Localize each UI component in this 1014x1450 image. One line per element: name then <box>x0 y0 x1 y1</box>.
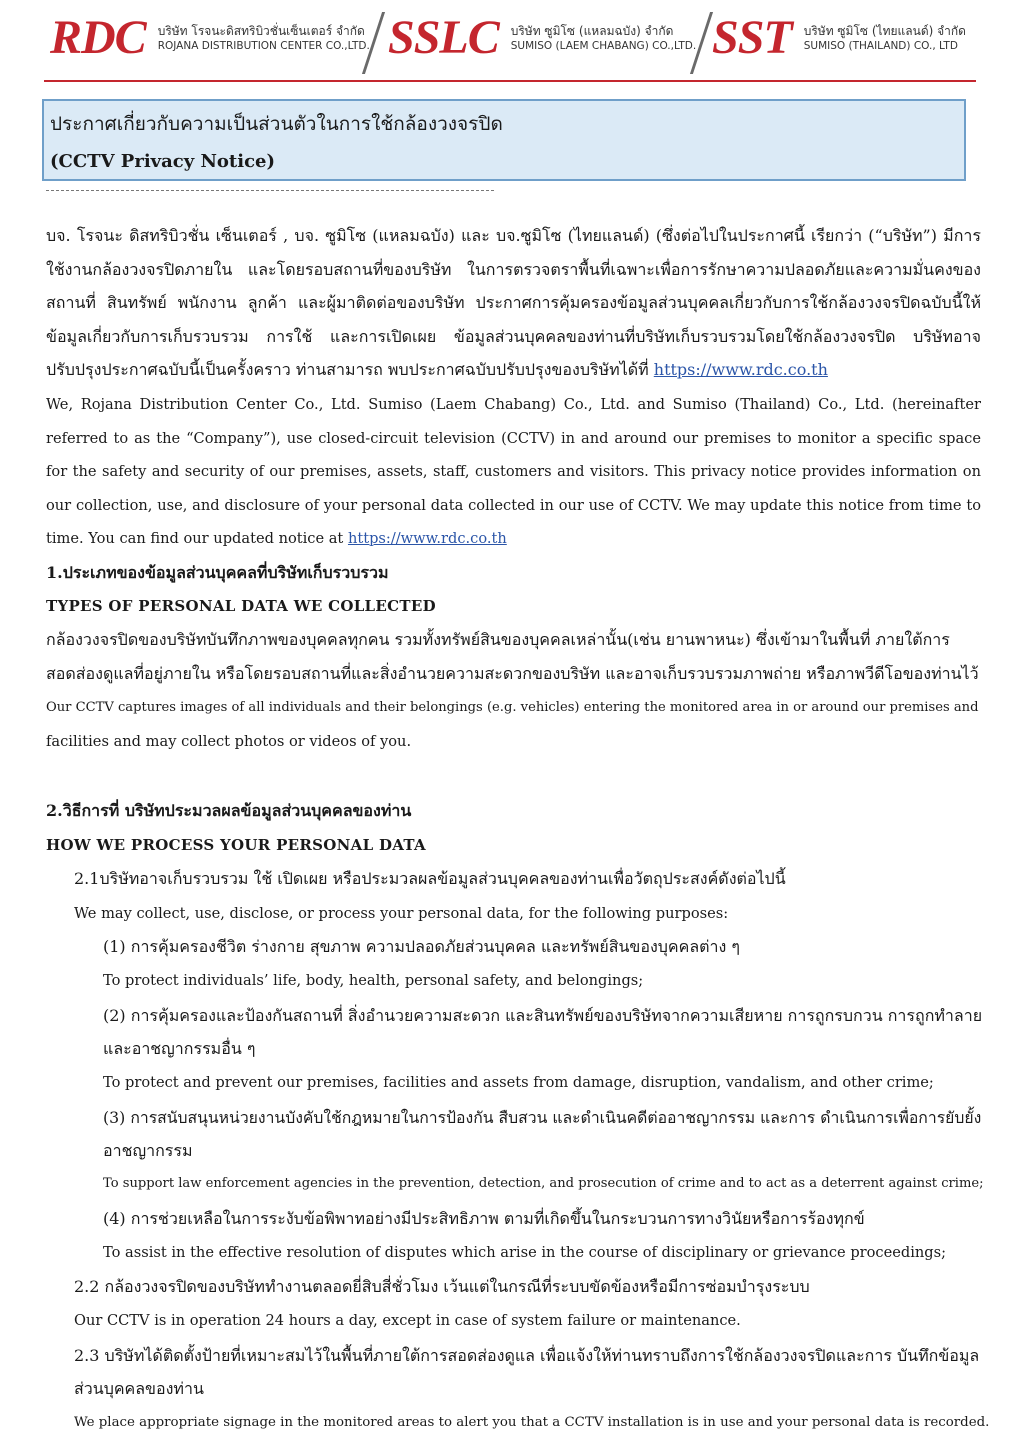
section1-heading-en: TYPES OF PERSONAL DATA WE COLLECTED <box>46 597 436 615</box>
rdc-name-en: ROJANA DISTRIBUTION CENTER CO.,LTD. <box>157 40 370 52</box>
purpose-2-th: (2) การคุ้มครองและป้องกันสถานที่ สิ่งอำนวยความสะดวก และสินทรัพย์ของบริษัทจากความเสียหาย การถูกรบกวน การถูกทำลาย <box>103 1006 983 1025</box>
purpose-4-th: (4) การช่วยเหลือในการระงับข้อพิพาทอย่างมีประสิทธิภาพ ตามที่เกิดขึ้นในกระบวนการทางวินัยหรือการร้องทุกข์ <box>103 1209 865 1228</box>
letterhead-rule <box>44 80 976 82</box>
intro-thai <box>46 219 981 387</box>
s22-th: 2.2 กล้องวงจรปิดของบริษัททำงานตลอดยี่สิบสี่ชั่วโมง เว้นแต่ในกรณีที่ระบบขัดข้องหรือมีการซ่อมบำรุงระบบ <box>74 1277 810 1296</box>
purpose-4-en: To assist in the effective resolution of disputes which arise in the course of disciplinary or grievance proceedings; <box>103 1244 947 1261</box>
company-rdc <box>50 11 370 64</box>
section1-heading-th: 1.ประเภทของข้อมูลส่วนบุคคลที่บริษัทเก็บรวบรวม <box>46 563 389 582</box>
purpose-3-th: (3) การสนับสนุนหน่วยงานบังคับใช้กฎหมายในการป้องกัน สืบสวน และดำเนินคดีต่ออาชญากรรม และการ ดำเนินการเพื่อการยับยั้ง <box>103 1108 982 1127</box>
section1-th-line: สอดส่องดูแลที่อยู่ภายใน หรือโดยรอบสถานที่และสิ่งอำนวยความสะดวกของบริษัท และอาจเก็บรวบรวมภาพถ่าย หรือภาพวีดีโอของท่านไว้ <box>46 664 979 683</box>
page-title-en: (CCTV Privacy Notice) <box>50 151 275 172</box>
intro-thai-text: บจ. โรจนะ ดิสทริบิวชั่น เซ็นเตอร์ , บจ. ซูมิโซ (แหลมฉบัง) และ บจ.ซูมิโซ (ไทยแลนด์) (ซึ่งต่อไปในประกาศนี้ เรียกว่า (“บริษัท”) มีการใช้งานกล้องวงจรปิดภายใน และโดยรอบสถานที่ของบริษัท ในการตรวจตราพื้นที่เฉพาะเพื่อการรักษาความปลอดภัยและความมั่นคงของสถานที่ สินทรัพย์ พนักงาน ลูกค้า และผู้มาติดต่อของบริษัท ประกาศการคุ้มครองข้อมูลส่วนบุคคลเกี่ยวกับการใช้กล้องวงจรปิดฉบับนี้ให้ข้อมูลเกี่ยวกับการเก็บรวบรวม การใช้ และการเปิดเผย ข้อมูลส่วนบุคคลของท่านที่บริษัทเก็บรวบรวมโดยใช้กล้องวงจรปิด บริษัทอาจปรับปรุงประกาศฉบับนี้เป็นครั้งคราว ท่านสามารถ พบประกาศฉบับปรับปรุงของบริษัทได้ที่ <box>46 226 981 379</box>
s21-th: 2.1บริษัทอาจเก็บรวบรวม ใช้ เปิดเผย หรือประมวลผลข้อมูลส่วนบุคคลของท่านเพื่อวัตถุประสงค์ดังต่อไปนี้ <box>74 869 786 888</box>
company-sslc <box>388 11 697 64</box>
section1-en-line: Our CCTV captures images of all individuals and their belongings (e.g. vehicles) entering the monitored area in or around our premises and <box>46 700 979 715</box>
sslc-name-en: SUMISO (LAEM CHABANG) CO.,LTD. <box>510 40 697 52</box>
intro-thai-link[interactable]: https://www.rdc.co.th <box>653 360 828 379</box>
rdc-name-th: บริษัท โรจนะดิสทริบิวชั่นเซ็นเตอร์ จำกัด <box>157 23 365 38</box>
title-box <box>42 99 966 181</box>
s23-th: 2.3 บริษัทได้ติดตั้งป้ายที่เหมาะสมไว้ในพื้นที่ภายใต้การสอดส่องดูแล เพื่อแจ้งให้ท่านทราบถึงการใช้กล้องวงจรปิดและการ บันทึกข้อมูล <box>74 1346 980 1365</box>
purpose-2-en: To protect and prevent our premises, facilities and assets from damage, disruption, vandalism, and other crime; <box>103 1074 934 1091</box>
rdc-name <box>158 23 370 53</box>
purpose-1-th: (1) การคุ้มครองชีวิต ร่างกาย สุขภาพ ความปลอดภัยส่วนบุคคล และทรัพย์สินของบุคคลต่าง ๆ <box>103 937 741 956</box>
dashed-divider <box>46 190 494 191</box>
purpose-3-th-cont: อาชญากรรม <box>103 1141 193 1160</box>
section2-heading-en: HOW WE PROCESS YOUR PERSONAL DATA <box>46 836 426 854</box>
s22-en: Our CCTV is in operation 24 hours a day, except in case of system failure or maintenance. <box>74 1312 741 1329</box>
page-title-th: ประกาศเกี่ยวกับความเป็นส่วนตัวในการใช้กล้องวงจรปิด <box>50 113 503 135</box>
section2-heading-th: 2.วิธีการที่ บริษัทประมวลผลข้อมูลส่วนบุคคลของท่าน <box>46 801 412 820</box>
sslc-logo: SSLC <box>388 11 499 64</box>
purpose-1-en: To protect individuals’ life, body, health, personal safety, and belongings; <box>103 972 644 989</box>
rdc-logo: RDC <box>50 11 146 64</box>
intro-english <box>46 388 981 556</box>
section1-en-line: facilities and may collect photos or videos of you. <box>46 733 412 750</box>
s23-th-cont: ส่วนบุคคลของท่าน <box>74 1379 204 1398</box>
section1-th-line: กล้องวงจรปิดของบริษัทบันทึกภาพของบุคคลทุกคน รวมทั้งทรัพย์สินของบุคคลเหล่านั้น(เช่น ยานพาหนะ) ซึ่งเข้ามาในพื้นที่ ภายใต้การ <box>46 630 950 649</box>
sslc-name-th: บริษัท ซูมิโซ (แหลมฉบัง) จำกัด <box>510 23 674 38</box>
sst-name-th: บริษัท ซูมิโซ (ไทยแลนด์) จำกัด <box>803 23 966 38</box>
s21-en: We may collect, use, disclose, or process your personal data, for the following purposes: <box>74 905 729 922</box>
s23-en: We place appropriate signage in the monitored areas to alert you that a CCTV installation is in use and your personal data is recorded. <box>74 1415 990 1430</box>
sslc-name <box>511 23 696 53</box>
intro-english-link[interactable]: https://www.rdc.co.th <box>347 530 507 547</box>
purpose-2-th-cont: และอาชญากรรมอื่น ๆ <box>103 1039 256 1058</box>
letterhead <box>0 0 1014 84</box>
sst-name <box>804 23 966 53</box>
company-sst <box>712 11 966 64</box>
intro-english-text: We, Rojana Distribution Center Co., Ltd. Sumiso (Laem Chabang) Co., Ltd. and Sumiso (Thailand) Co., Ltd. (hereinafter referred to as the “Company”), use closed-circuit television (CCTV) in and around our premises to monitor a specific space for the safety and security of our premises, assets, staff, customers and visitors. This privacy notice provides information on our collection, use, and disclosure of your personal data collected in our use of CCTV. We may update this notice from time to time. You can find our updated notice at <box>46 396 981 547</box>
sst-logo: SST <box>712 11 792 64</box>
sst-name-en: SUMISO (THAILAND) CO., LTD <box>803 40 958 52</box>
purpose-3-en: To support law enforcement agencies in the prevention, detection, and prosecution of crime and to act as a deterrent against crime; <box>103 1176 984 1191</box>
